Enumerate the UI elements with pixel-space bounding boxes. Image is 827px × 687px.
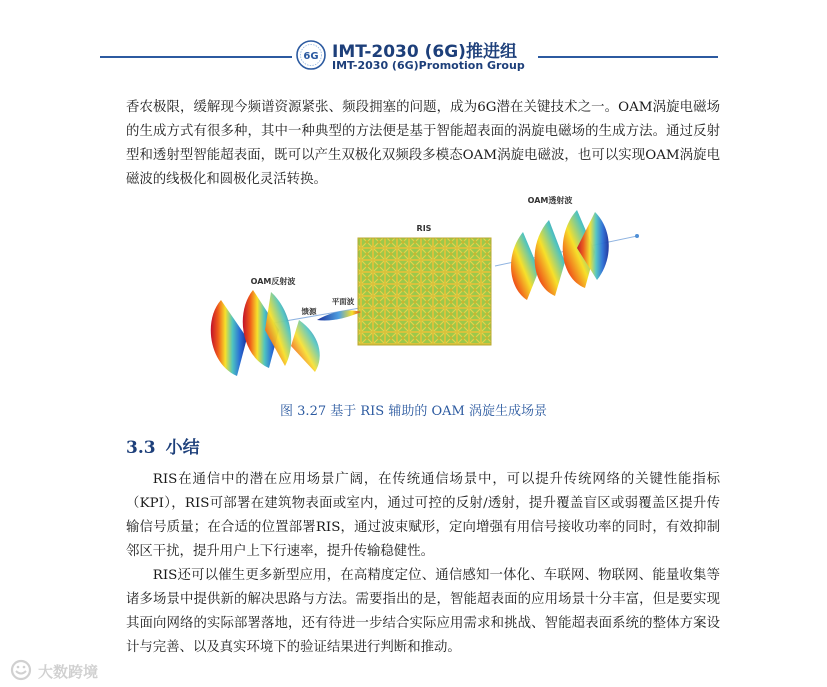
logo-text: 6G	[303, 51, 319, 62]
transmit-axis-end	[635, 234, 639, 238]
ris-panel	[358, 238, 491, 345]
header-title: IMT-2030 (6G)推进组	[332, 42, 517, 62]
body-paragraph-1: 香农极限，缓解现今频谱资源紧张、频段拥塞的问题，成为6G潜在关键技术之一。OAM涡旋电磁场的生成方式有很多种，其中一种典型的方法便是基于智能超表面的涡旋电磁场的生成方法。通过反射型和透射型智能超表面，既可以产生双极化双频段多模态OAM涡旋电磁波，也可以实现OAM涡旋电磁波的线极化和圆极化灵活转换。	[126, 100, 720, 187]
plane-wave-beam	[317, 310, 361, 320]
header-rule-right	[538, 56, 718, 58]
section-number: 3.3	[126, 438, 156, 458]
oam-reflect-helix	[211, 290, 320, 376]
watermark	[10, 657, 120, 683]
smile-logo-icon	[10, 659, 34, 681]
body-paragraph-3: RIS还可以催生更多新型应用，在高精度定位、通信感知一体化、车联网、物联网、能量收集等诸多场景中提供新的解决思路与方法。需要指出的是，智能超表面的应用场景十分丰富，但是要实现其面向网络的实际部署落地，还有待进一步结合实际应用需求和挑战、智能超表面系统的整体方案设计与完善、以及真实环境下的验证结果进行判断和推动。	[126, 568, 720, 655]
header-rule-left	[100, 56, 292, 58]
feed-source-label: 馈源	[301, 307, 317, 316]
section-heading	[126, 433, 200, 458]
oam-transmit-helix	[511, 210, 609, 300]
header-subtitle: IMT-2030 (6G)Promotion Group	[332, 59, 525, 72]
figure-caption: 图 3.27 基于 RIS 辅助的 OAM 涡旋生成场景	[280, 404, 547, 419]
transmit-wave-label: OAM透射波	[527, 196, 573, 205]
imt2030-logo-icon	[296, 40, 326, 70]
ris-label: RIS	[416, 224, 432, 233]
plane-wave-label: 平面波	[331, 297, 355, 306]
watermark-text: 大数跨境	[38, 663, 99, 681]
ris-oam-figure	[205, 188, 675, 388]
section-title: 小结	[165, 438, 200, 458]
body-paragraph-2: RIS在通信中的潜在应用场景广阔，在传统通信场景中，可以提升传统网络的关键性能指标（KPI），RIS可部署在建筑物表面或室内，通过可控的反射/透射，提升覆盖盲区或弱覆盖区提升传输信号质量；在合适的位置部署RIS，通过波束赋形，定向增强有用信号接收功率的同时，有效抑制邻区干扰，提升用户上下行速率，提升传输稳健性。	[126, 472, 720, 559]
reflect-wave-label: OAM反射波	[250, 277, 296, 286]
